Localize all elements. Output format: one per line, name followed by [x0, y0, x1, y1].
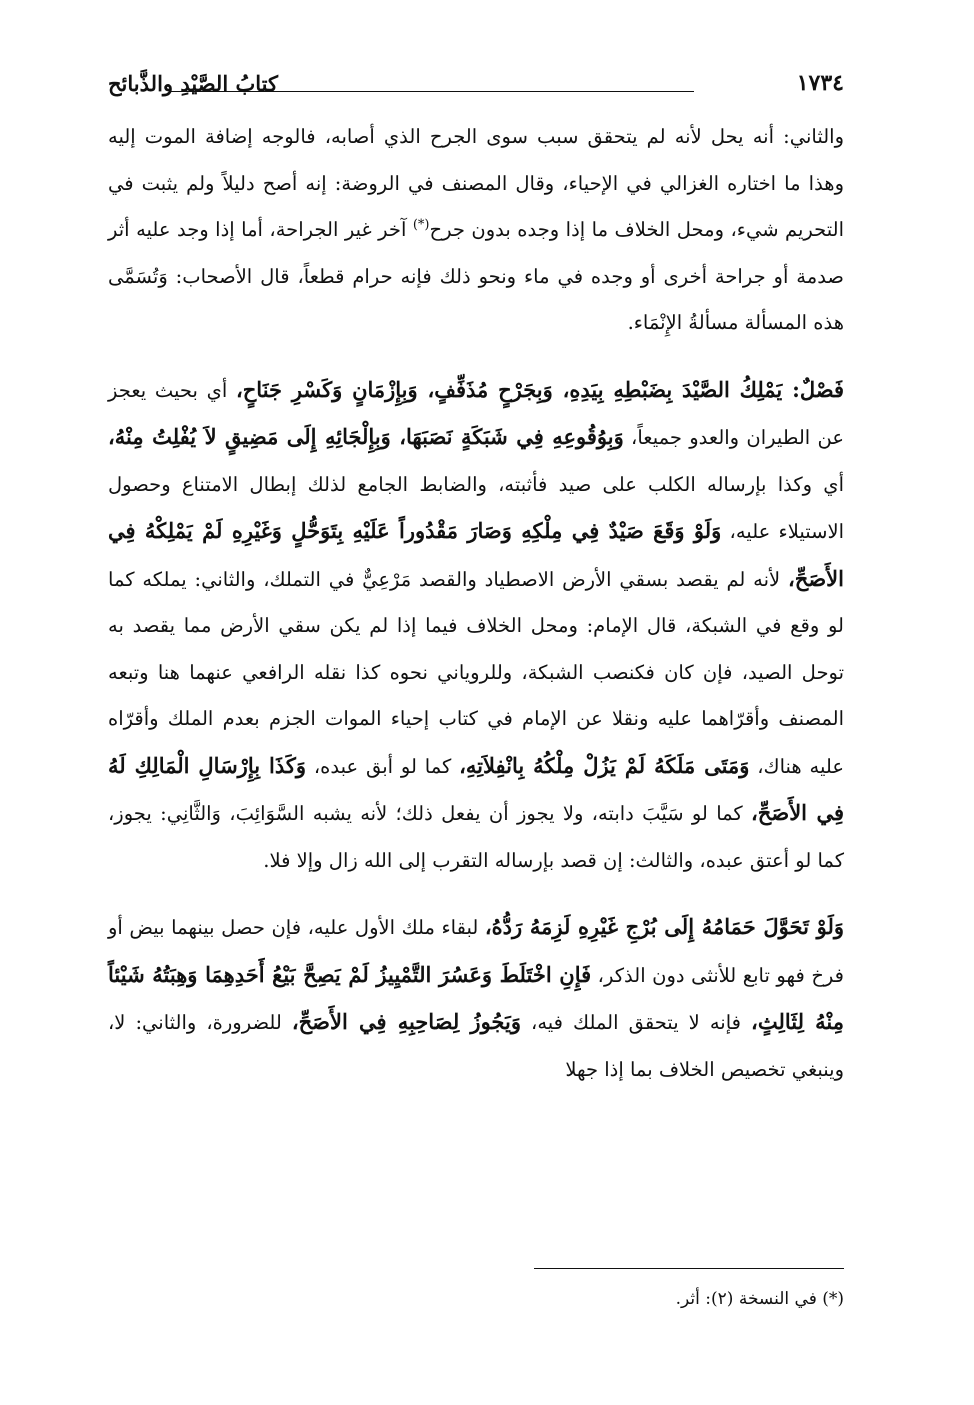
page-header [108, 48, 844, 100]
matn-text: فَصْلٌ: يَمْلِكُ الصَّيْدَ بِضَبْطِهِ بِيَدِهِ، وَبِجَرْحٍ مُذَفِّفٍ، وَبِإِزْمَانٍ وَكَسْرِ جَنَاحٍ، [235, 376, 844, 402]
footnote-marker: (*) [412, 217, 430, 233]
matn-text: فَإِنِ اخْتَلَطَ وَعَسُرَ التَّمْيِيزُ لَمْ يَصِحَّ بَيْعُ أَحَدِهِمَا وَهِبَتُهُ شَيْئاً مِنْهُ لِثَالِثٍ، [108, 961, 844, 1034]
sharh-text: كما لو أبق عبده، [306, 754, 460, 778]
body-text [108, 114, 844, 1093]
matn-text: وَكَذَا بِإِرْسَالِ الْمَالِكِ لَهُ فِي الأَصَحِّ، [108, 752, 844, 825]
document-page [108, 48, 844, 1388]
book-title: كتابُ الصَّيْدِ والذَّبائح [108, 71, 278, 96]
sharh-text: فإنه لا يتحقق الملك فيه، [520, 1011, 752, 1034]
sharh-text: لأنه لم يقصد بسقي الأرض الاصطياد والقصد مَرْعِيٌّ في التملك، والثاني: يملكه كما لو وقع في الشبكة، قال الإمام: ومحل الخلاف فيما إذا لم يكن سقي الأرض مما يقصد به توحل الصيد، فإن كان فكنصب الشبكة، وللروياني نحوه كذا نقله الرافعي عنهما هنا وتبعه المصنف وأقرّاهما عليه ونقلا عن الإمام في كتاب إحياء الموات الجزم بعدم الملك وأقرّاه عليه هناك، [108, 567, 844, 778]
matn-text: وَلَوْ وَقَعَ صَيْدٌ فِي مِلْكِهِ وَصَارَ مَقْدُوراً عَلَيْهِ بِتَوَحُّلٍ وَغَيْرِهِ لَمْ يَمْلِكْهُ فِي الأَصَحِّ، [108, 518, 844, 591]
matn-text: وَمَتَى مَلَكَهُ لَمْ يَزُلْ مِلْكُهُ بِانْفِلاَتِهِ، [459, 752, 750, 778]
paragraph-3 [108, 904, 844, 1093]
matn-text: وَيَجُوزُ لِصَاحِبِهِ فِي الأَصَحِّ، [291, 1009, 521, 1034]
header-rule [170, 91, 694, 92]
paragraph-1 [108, 114, 844, 347]
page-number: ١٧٣٤ [796, 70, 844, 96]
sharh-text: أي بحيث يعجز عن الطيران والعدو جميعاً، [108, 378, 844, 449]
matn-text: وَبِوُقُوعِهِ فِي شَبَكَةٍ نَصَبَهَا، وَبِإِلْجَائِهِ إِلَى مَضِيقٍ لاَ يُفْلِتُ مِنْهُ، [108, 424, 624, 449]
sharh-text: كما لو سَيَّبَ دابته، ولا يجوز أن يفعل ذلك؛ لأنه يشبه السَّوَائِبَ، وَالثَّانِي: يجوز، كما لو أعتق عبده، والثالث: إن قصد بإرساله التقرب إلى الله زال وإلا فلا. [108, 802, 844, 872]
matn-text: وَلَوْ تَحَوَّلَ حَمَامُهُ إِلَى بُرْجِ غَيْرِهِ لَزِمَهُ رَدُّهُ، [484, 914, 844, 939]
text-run: آخر غير الجراحة، أما إذا وجد عليه أثر صدمة أو جراحة أخرى أو وجده في ماء ونحو ذلك فإنه حرام قطعاً، قال الأصحاب: وَتُسَمَّى هذه المسألة مسألةُ الإِنْمَاء. [108, 218, 844, 334]
footnote-rule [534, 1268, 844, 1269]
sharh-text: أي وكذا بإرساله الكلب على صيد فأثبته، والضابط الجامع لذلك إبطال الامتناع وحصول الاستيلاء عليه، [108, 472, 844, 543]
text-run: والثاني: أنه يحل لأنه لم يتحقق سبب سوى الجرح الذي أصابه، فالوجه إضافة الموت إليه وهذا ما اختاره الغزالي في الإحياء، وقال المصنف في الروضة: إنه أصح دليلاً ولم يثبت في التحريم شيء، ومحل الخلاف ما إذا وجده بدون جرح [108, 125, 844, 241]
footnote: (*) في النسخة (٢): أثر. [675, 1289, 844, 1309]
sharh-text: للضرورة، والثاني: لا، وينبغي تخصيص الخلاف بما إذا جهلا [108, 1011, 844, 1081]
paragraph-2 [108, 367, 844, 885]
sharh-text: لبقاء ملك الأول عليه، فإن حصل بينهما بيض أو فرخ فهو تابع للأنثى دون الذكر، [108, 916, 844, 987]
